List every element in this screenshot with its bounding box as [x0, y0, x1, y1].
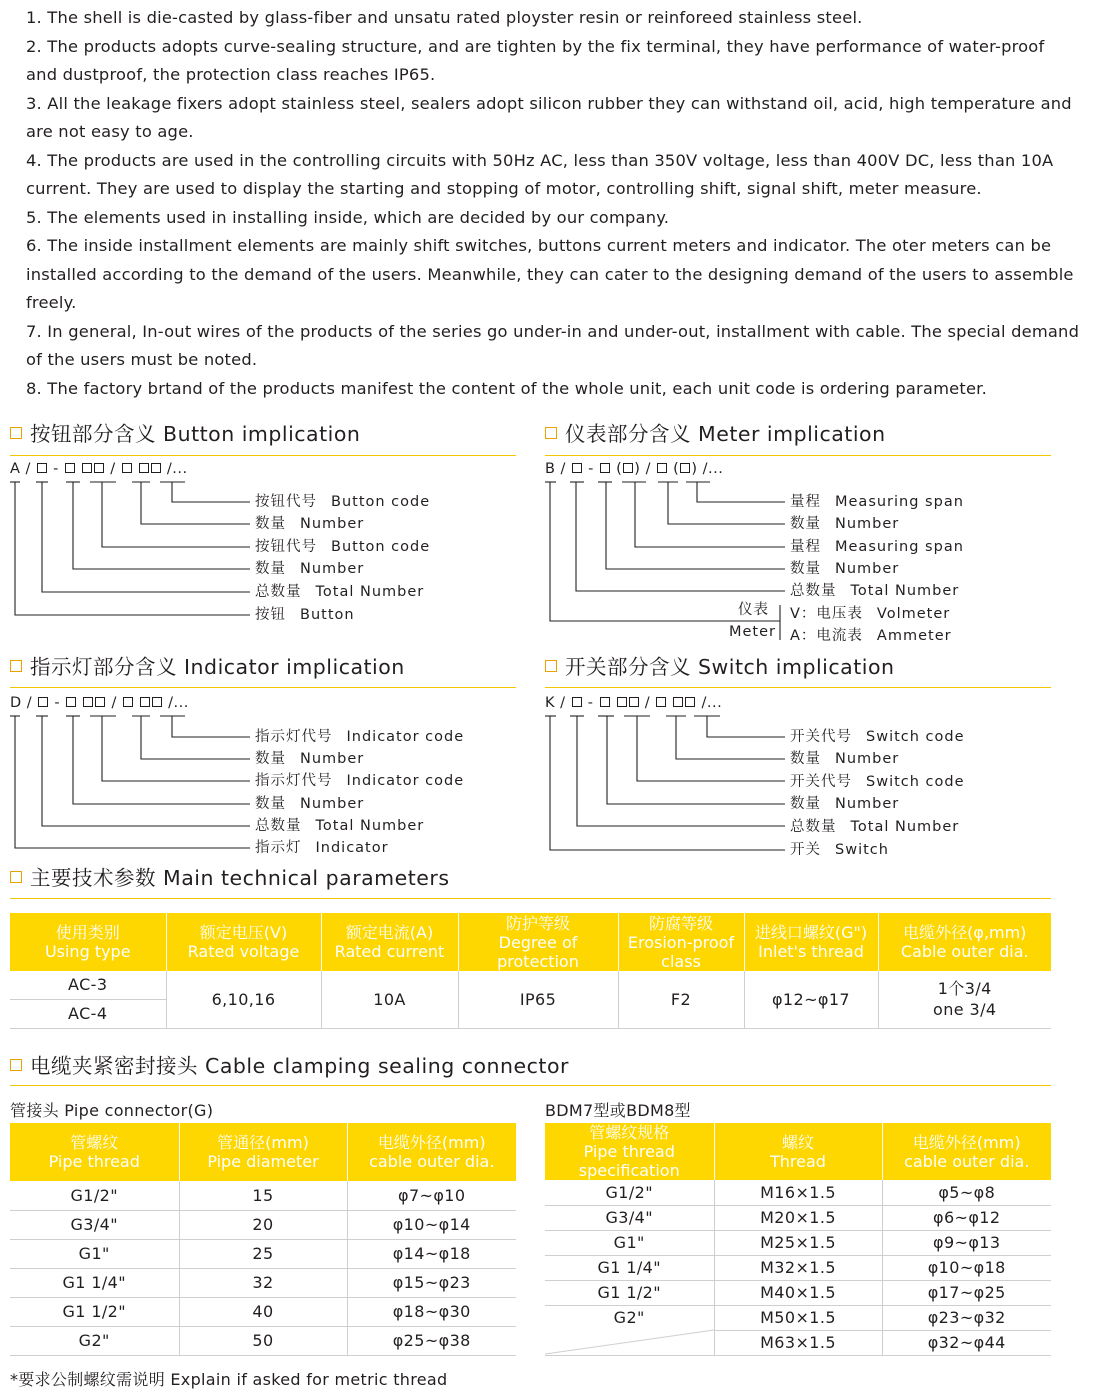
- indicator-label: 指示灯 Indicator: [255, 840, 389, 856]
- table-cell: G1/2": [545, 1180, 714, 1205]
- table-cell: 32: [179, 1268, 347, 1297]
- table-cell: φ12~φ17: [744, 971, 878, 1028]
- table-cell: φ10~φ14: [347, 1210, 516, 1239]
- switch-label: 开关 Switch: [790, 842, 889, 858]
- meter-option: A：电流表 Ammeter: [790, 628, 952, 644]
- table-cell: G3/4": [545, 1205, 714, 1230]
- table-cell: φ10~φ18: [882, 1255, 1051, 1280]
- table-cell: G3/4": [10, 1210, 179, 1239]
- meter-type-cn: 仪表: [738, 602, 769, 618]
- table-cell: 6,10,16: [166, 971, 321, 1028]
- note-line: 3. All the leakage fixers adopt stainless steel, sealers adopt silicon rubber they can withstand oil, acid, high temperature and: [26, 93, 1072, 113]
- indicator-label: 总数量 Total Number: [255, 818, 425, 834]
- column-header: 螺纹 Thread: [714, 1123, 882, 1180]
- column-header: 防护等级 Degree of protection: [458, 913, 618, 971]
- table-cell: φ18~φ30: [347, 1297, 516, 1326]
- table-cell: F2: [618, 971, 744, 1028]
- table-cell: M50×1.5: [714, 1305, 882, 1330]
- table-cell: G2": [10, 1326, 179, 1355]
- button-section-title: 按钮部分含义 Button implication: [10, 421, 360, 447]
- table-cell: φ6~φ12: [882, 1205, 1051, 1230]
- column-header: 额定电压(V) Rated voltage: [166, 913, 321, 971]
- switch-label: 开关代号 Switch code: [790, 774, 965, 790]
- meter-option: V：电压表 Volmeter: [790, 606, 951, 622]
- table-cell: AC-4: [10, 999, 166, 1028]
- table-cell: φ15~φ23: [347, 1268, 516, 1297]
- column-header: 进线口螺纹(G") Inlet's thread: [744, 913, 878, 971]
- meter-label: 量程 Measuring span: [790, 539, 964, 555]
- table-cell: 50: [179, 1326, 347, 1355]
- note-line: 4. The products are used in the controlling circuits with 50Hz AC, less than 350V voltage, less than 400V DC, less than 10A: [26, 150, 1054, 170]
- button-label: 按钮代号 Button code: [255, 539, 431, 555]
- table-cell: G1 1/2": [545, 1280, 714, 1305]
- meter-type-en: Meter: [729, 624, 776, 640]
- note-line: current. They are used to display the starting and stopping of motor, controlling shift, signal shift, meter measure.: [26, 179, 982, 198]
- table-cell: φ17~φ25: [882, 1280, 1051, 1305]
- indicator-label: 数量 Number: [255, 796, 365, 812]
- button-label: 总数量 Total Number: [255, 584, 425, 600]
- button-label: 按钮代号 Button code: [255, 494, 431, 510]
- note-line: 7. In general, In-out wires of the products of the series go under-in and under-out, installment with cable. The special demand: [26, 321, 1080, 341]
- button-code-pattern: A / - / /...: [10, 461, 188, 477]
- note-line: 6. The inside installment elements are mainly shift switches, buttons current meters and indicator. The oter meters can be: [26, 236, 1052, 255]
- meter-label: 数量 Number: [790, 516, 900, 532]
- footnote: *要求公制螺纹需说明 Explain if asked for metric thread: [10, 1370, 448, 1389]
- table-cell: G1": [10, 1239, 179, 1268]
- pipe-connector-subtitle: 管接头 Pipe connector(G): [10, 1101, 214, 1120]
- note-line: 1. The shell is die-casted by glass-fiber and unsatu rated ployster resin or reinforeed stainless steel.: [26, 8, 863, 27]
- meter-code-pattern: B / - ( ) / ( ) /...: [545, 461, 724, 477]
- button-label: 数量 Number: [255, 561, 365, 577]
- table-cell: 20: [179, 1210, 347, 1239]
- table-cell: G1 1/2": [10, 1297, 179, 1326]
- table-cell: AC-3: [10, 971, 166, 999]
- column-header: 电缆外径(φ,mm) Cable outer dia.: [878, 913, 1051, 971]
- table-cell: M20×1.5: [714, 1205, 882, 1230]
- button-label: 按钮 Button: [255, 607, 355, 623]
- note-line: 5. The elements used in installing inside, which are decided by our company.: [26, 207, 670, 227]
- meter-label: 量程 Measuring span: [790, 494, 964, 510]
- table-cell: G1 1/4": [545, 1255, 714, 1280]
- table-cell: φ7~φ10: [347, 1181, 516, 1210]
- note-line: and dustproof, the protection class reaches IP65.: [26, 65, 436, 84]
- cable-section-title: 电缆夹紧密封接头 Cable clamping sealing connector: [10, 1053, 569, 1079]
- table-cell: φ5~φ8: [882, 1180, 1051, 1205]
- indicator-label: 指示灯代号 Indicator code: [255, 729, 465, 745]
- switch-label: 数量 Number: [790, 751, 900, 767]
- table-cell: G1/2": [10, 1181, 179, 1210]
- table-cell: 25: [179, 1239, 347, 1268]
- column-header: 管通径(mm) Pipe diameter: [179, 1123, 347, 1181]
- table-cell: M16×1.5: [714, 1180, 882, 1205]
- column-header: 管螺纹 Pipe thread: [10, 1123, 179, 1181]
- note-line: freely.: [26, 293, 77, 312]
- table-cell: G1": [545, 1230, 714, 1255]
- column-header: 防腐等级 Erosion-proof class: [618, 913, 744, 971]
- table-cell: 15: [179, 1181, 347, 1210]
- table-cell: G1 1/4": [10, 1268, 179, 1297]
- table-cell: IP65: [458, 971, 618, 1028]
- meter-label: 总数量 Total Number: [790, 583, 960, 599]
- switch-label: 总数量 Total Number: [790, 819, 960, 835]
- table-cell: M63×1.5: [714, 1330, 882, 1355]
- switch-label: 开关代号 Switch code: [790, 729, 965, 745]
- indicator-label: 数量 Number: [255, 751, 365, 767]
- table-cell: φ14~φ18: [347, 1239, 516, 1268]
- note-line: of the users must be noted.: [26, 350, 258, 369]
- bdm-subtitle: BDM7型或BDM8型: [545, 1101, 691, 1120]
- switch-code-pattern: K / - / /...: [545, 695, 723, 711]
- note-line: installed according to the demand of the users. Meanwhile, they can cater to the designing demand of the users to assemble: [26, 264, 1074, 284]
- note-line: are not easy to age.: [26, 122, 194, 141]
- switch-label: 数量 Number: [790, 796, 900, 812]
- table-cell: M32×1.5: [714, 1255, 882, 1280]
- column-header: 使用类别 Using type: [10, 913, 166, 971]
- column-header: 电缆外径(mm) cable outer dia.: [347, 1123, 516, 1181]
- meter-label: 数量 Number: [790, 561, 900, 577]
- table-cell: M25×1.5: [714, 1230, 882, 1255]
- indicator-section-title: 指示灯部分含义 Indicator implication: [10, 654, 405, 680]
- params-section-title: 主要技术参数 Main technical parameters: [10, 865, 450, 891]
- table-cell: φ25~φ38: [347, 1326, 516, 1355]
- table-cell: 40: [179, 1297, 347, 1326]
- table-cell: 1个3/4 one 3/4: [878, 971, 1051, 1028]
- table-cell: M40×1.5: [714, 1280, 882, 1305]
- column-header: 电缆外径(mm) cable outer dia.: [882, 1123, 1051, 1180]
- note-line: 2. The products adopts curve-seaIing structure, and are tighten by the fix terminal, they have performance of water-proof: [26, 36, 1045, 56]
- table-cell: 10A: [321, 971, 458, 1028]
- note-line: 8. The factory brtand of the products manifest the content of the whole unit, each unit code is ordering parameter.: [26, 378, 987, 398]
- switch-section-title: 开关部分含义 Switch implication: [545, 654, 894, 680]
- indicator-label: 指示灯代号 Indicator code: [255, 773, 465, 789]
- button-label: 数量 Number: [255, 516, 365, 532]
- table-cell: φ23~φ32: [882, 1305, 1051, 1330]
- table-cell: φ9~φ13: [882, 1230, 1051, 1255]
- meter-section-title: 仪表部分含义 Meter implication: [545, 421, 886, 447]
- column-header: 管螺纹规格 Pipe thread specification: [545, 1123, 714, 1180]
- table-cell: G2": [613, 1308, 645, 1328]
- table-cell: φ32~φ44: [882, 1330, 1051, 1355]
- indicator-code-pattern: D / - / /...: [10, 695, 189, 711]
- column-header: 额定电流(A) Rated current: [321, 913, 458, 971]
